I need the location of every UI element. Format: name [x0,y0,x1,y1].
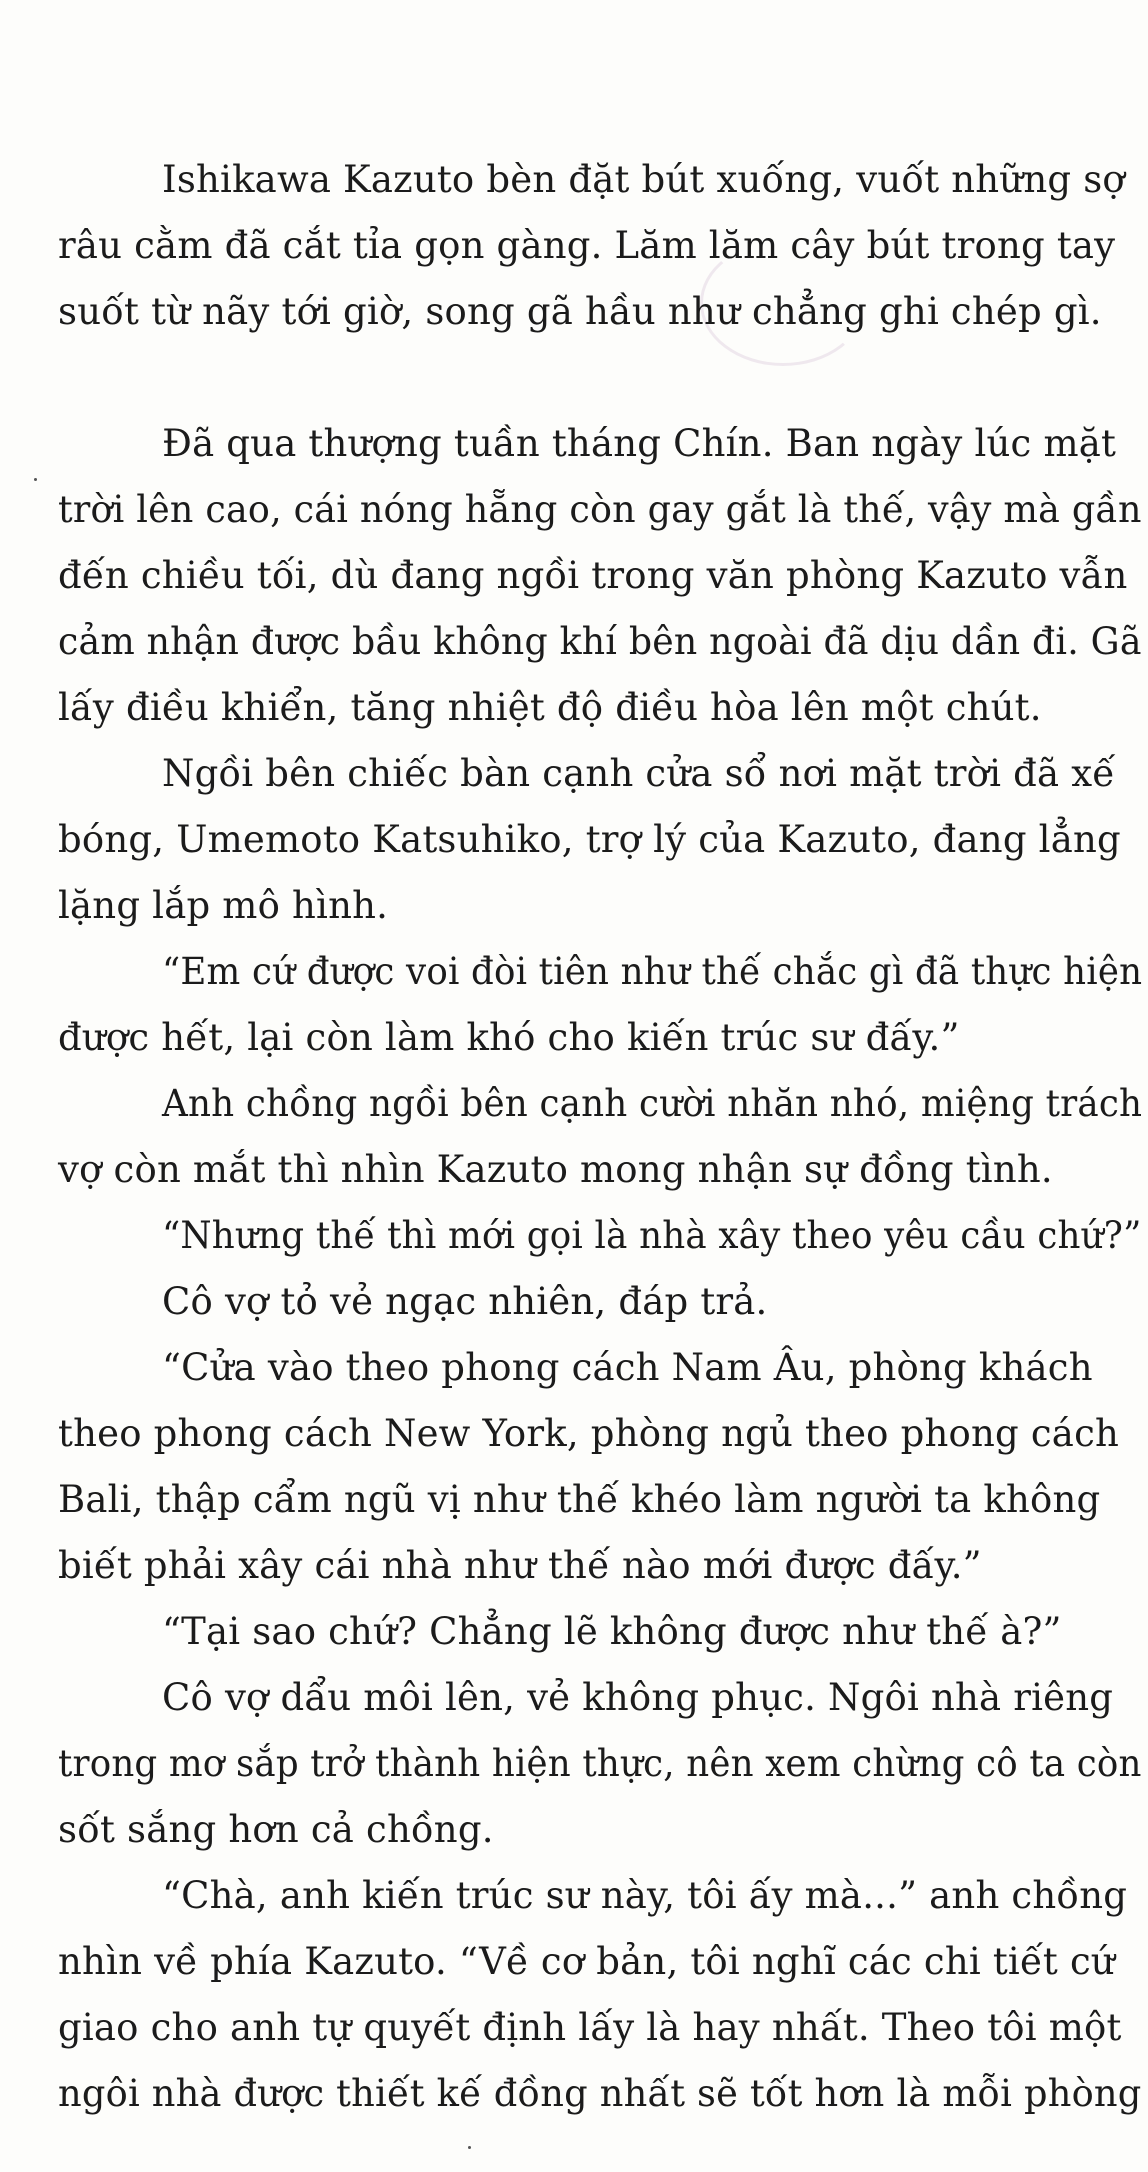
text-line: Ngồi bên chiếc bàn cạnh cửa sổ nơi mặt trời đã xế [162,752,1116,795]
text-line: “Cửa vào theo phong cách Nam Âu, phòng khách [162,1346,1093,1389]
text-line: suốt từ nãy tới giờ, song gã hầu như chẳng ghi chép gì. [58,290,1102,333]
text-line: nhìn về phía Kazuto. “Về cơ bản, tôi nghĩ các chi tiết cứ [58,1940,1115,1983]
text-line: “Tại sao chứ? Chẳng lẽ không được như thế à?” [162,1610,1062,1653]
text-line: “Em cứ được voi đòi tiên như thế chắc gì đã thực hiện [162,950,1143,993]
text-line: “Chà, anh kiến trúc sư này, tôi ấy mà...” anh chồng [162,1874,1128,1917]
text-line: cảm nhận được bầu không khí bên ngoài đã dịu dần đi. Gã [58,620,1142,663]
paper-speck [34,478,37,481]
text-line: Anh chồng ngồi bên cạnh cười nhăn nhó, miệng trách [162,1082,1143,1125]
text-line: Cô vợ dẩu môi lên, vẻ không phục. Ngôi nhà riêng [162,1676,1114,1719]
text-line: “Nhưng thế thì mới gọi là nhà xây theo yêu cầu chứ?” [162,1214,1142,1257]
text-line: Cô vợ tỏ vẻ ngạc nhiên, đáp trả. [162,1280,768,1323]
text-line: bóng, Umemoto Katsuhiko, trợ lý của Kazuto, đang lẳng [58,818,1121,861]
text-line: Đã qua thượng tuần tháng Chín. Ban ngày lúc mặt [162,422,1117,465]
text-line: râu cằm đã cắt tỉa gọn gàng. Lăm lăm cây bút trong tay [58,224,1116,267]
text-line: lấy điều khiển, tăng nhiệt độ điều hòa lên một chút. [58,686,1042,729]
text-line: ngôi nhà được thiết kế đồng nhất sẽ tốt hơn là mỗi phòng [58,2072,1142,2115]
text-line: lặng lắp mô hình. [58,884,389,927]
text-line: Bali, thập cẩm ngũ vị như thế khéo làm người ta không [58,1478,1101,1521]
text-line: giao cho anh tự quyết định lấy là hay nhất. Theo tôi một [58,2006,1122,2049]
text-line: trời lên cao, cái nóng hẵng còn gay gắt là thế, vậy mà gần [58,488,1142,531]
text-line: sốt sắng hơn cả chồng. [58,1808,494,1851]
text-line: vợ còn mắt thì nhìn Kazuto mong nhận sự đồng tình. [58,1148,1053,1191]
text-line: theo phong cách New York, phòng ngủ theo phong cách [58,1412,1120,1455]
text-line: biết phải xây cái nhà như thế nào mới được đấy.” [58,1544,982,1587]
text-line: đến chiều tối, dù đang ngồi trong văn phòng Kazuto vẫn [58,554,1128,597]
text-line: Ishikawa Kazuto bèn đặt bút xuống, vuốt những sợ [162,158,1125,201]
paper-speck [468,2146,471,2149]
text-line: được hết, lại còn làm khó cho kiến trúc sư đấy.” [58,1016,960,1059]
text-line: trong mơ sắp trở thành hiện thực, nên xem chừng cô ta còn [58,1742,1142,1785]
